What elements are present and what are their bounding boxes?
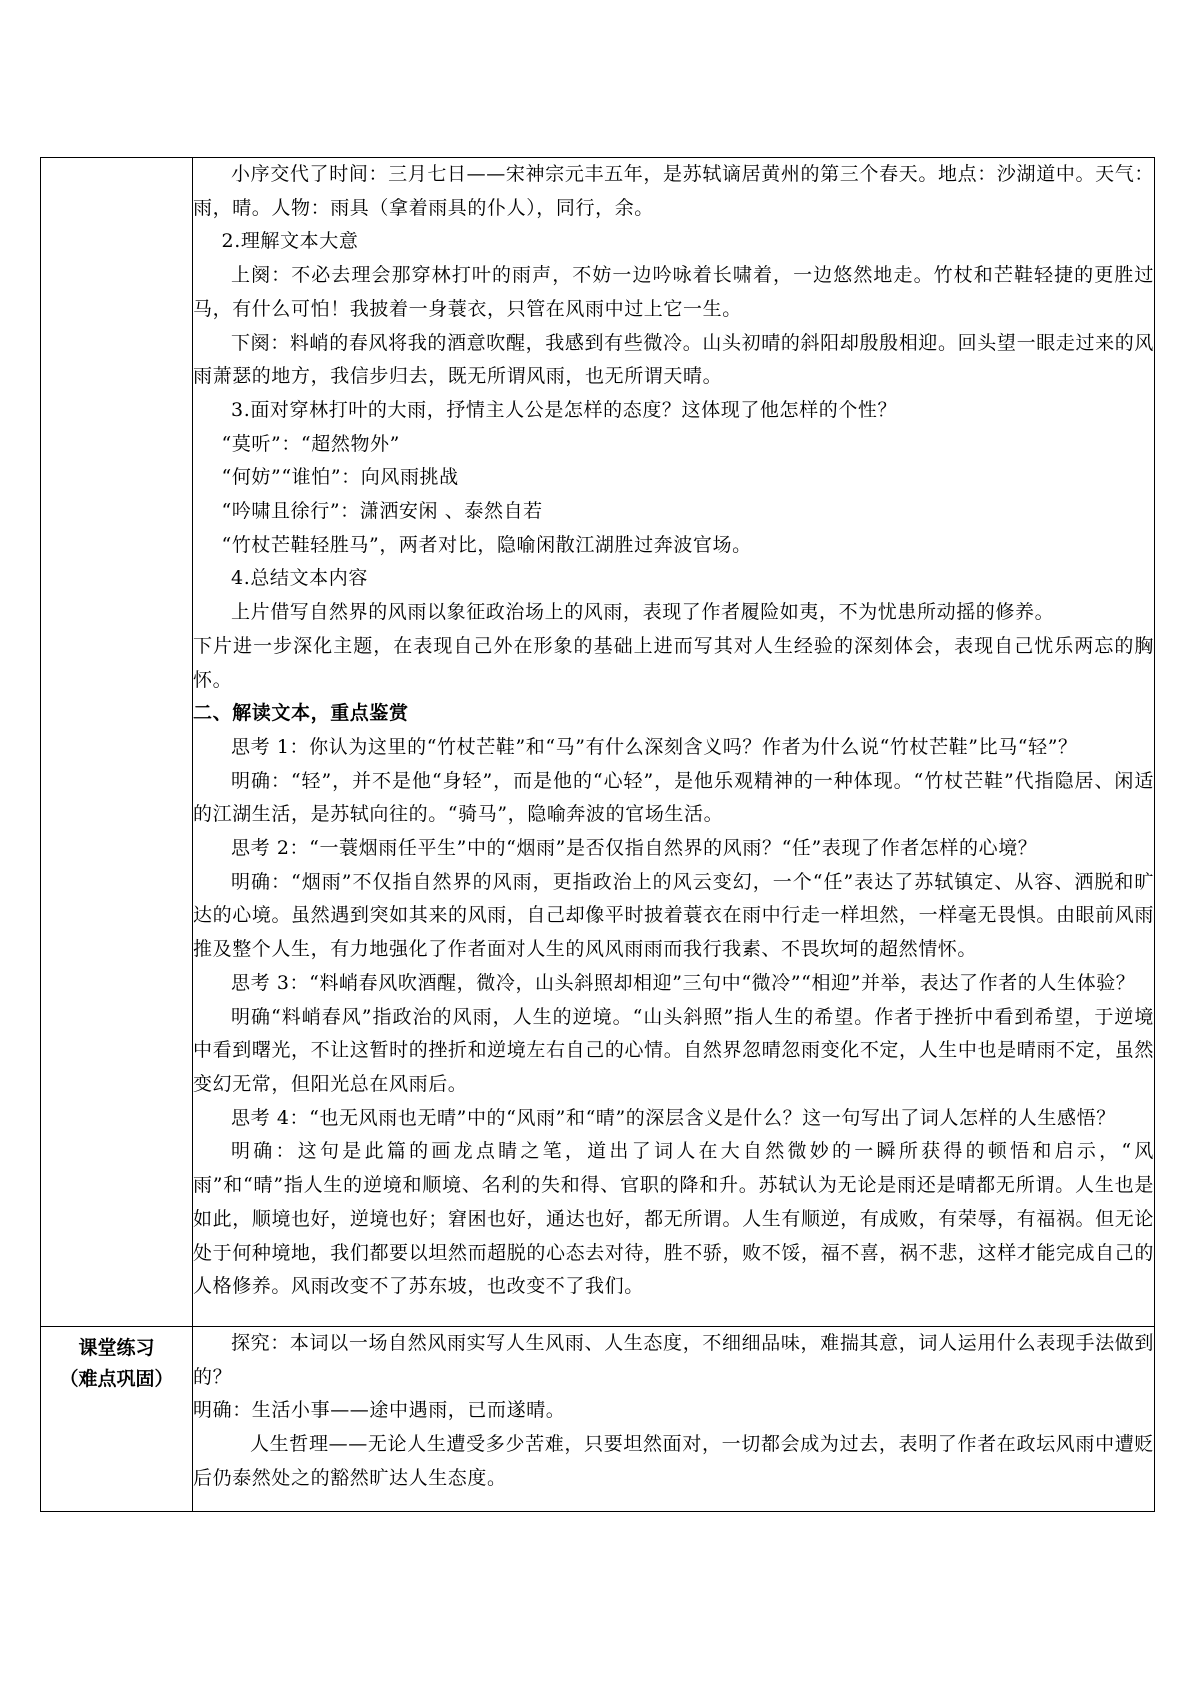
lower-stanza-paragraph: 下阕：料峭的春风将我的酒意吹醒，我感到有些微冷。山头初晴的斜阳却殷殷相迎。回头望一眼走过来的风雨萧瑟的地方，我信步归去，既无所谓风雨，也无所谓天晴。 (193, 331, 1154, 388)
lesson-plan-table (40, 157, 1155, 1512)
practice-label-line1: 课堂练习 (78, 1337, 155, 1359)
answer-4: 明确：这句是此篇的画龙点睛之笔，道出了词人在大自然微妙的一瞬所获得的顿悟和启示，“风雨”和“晴”指人生的逆境和顺境、名利的失和得、官职的降和升。苏轼认为无论是雨还是晴都无所谓。人生也是如此，顺境也好，逆境也好；窘困也好，通达也好，都无所谓。人生有顺逆，有成败，有荣辱，有福祸。但无论处于何种境地，我们都要以坦然而超脱的心态去对待，胜不骄，败不馁，福不喜，祸不悲，这样才能完成自己的人格修养。风雨改变不了苏东坡，也改变不了我们。 (193, 1140, 1154, 1298)
practice-answer: 明确：生活小事——途中遇雨，已而遂晴。 (193, 1399, 566, 1422)
subheading-summary: 4.总结文本内容 (231, 567, 368, 590)
practice-philosophy: 人生哲理——无论人生遭受多少苦难，只要坦然面对，一切都会成为过去，表明了作者在政坛风雨中遭贬后仍泰然处之的豁然旷达人生态度。 (193, 1433, 1154, 1489)
empty-label-cell (41, 158, 193, 1327)
practice-content-cell (193, 1327, 1155, 1512)
question-attitude: 3.面对穿林打叶的大雨，抒情主人公是怎样的态度？这体现了他怎样的个性？ (231, 398, 898, 421)
practice-content (193, 1327, 1154, 1496)
point-mo-ting: “莫听”：“超然物外” (221, 432, 400, 455)
question-4: 思考 4：“也无风雨也无晴”中的“风雨”和“晴”的深层含义是什么？这一句写出了词人怎样的人生感悟？ (231, 1106, 1116, 1129)
summary-upper: 上片借写自然界的风雨以象征政治场上的风雨，表现了作者履险如夷，不为忧患所动摇的修养。 (231, 601, 1055, 624)
table-row (41, 158, 1155, 1327)
practice-label-cell (41, 1327, 193, 1512)
point-zhu-zhang: “竹杖芒鞋轻胜马”，两者对比，隐喻闲散江湖胜过奔波官场。 (221, 533, 752, 556)
subheading-understand-text: 2.理解文本大意 (221, 230, 359, 253)
point-yin-xiao: “吟啸且徐行”：潇洒安闲 、泰然自若 (221, 500, 543, 523)
question-3: 思考 3：“料峭春风吹酒醒，微冷，山头斜照却相迎”三句中“微冷”“相迎”并举，表达了作者的人生体验？ (231, 971, 1136, 994)
practice-label-line2: （难点巩固） (59, 1368, 174, 1390)
answer-2: 明确：“烟雨”不仅指自然界的风雨，更指政治上的风云变幻，一个“任”表达了苏轼镇定、从容、洒脱和旷达的心境。虽然遇到突如其来的风雨，自己却像平时披着蓑衣在雨中行走一样坦然，一样毫无畏惧。由眼前风雨推及整个人生，有力地强化了作者面对人生的风风雨雨而我行我素、不畏坎坷的超然情怀。 (193, 870, 1154, 961)
summary-lower: 下片进一步深化主题，在表现自己外在形象的基础上进而写其对人生经验的深刻体会，表现自己忧乐两忘的胸怀。 (193, 634, 1154, 691)
question-2: 思考 2：“一蓑烟雨任平生”中的“烟雨”是否仅指自然界的风雨？“任”表现了作者怎样的心境？ (231, 837, 1038, 860)
question-1: 思考 1：你认为这里的“竹杖芒鞋”和“马”有什么深刻含义吗？作者为什么说“竹杖芒鞋”比马“轻”？ (231, 735, 1078, 758)
section-heading: 二、解读文本，重点鉴赏 (193, 702, 409, 725)
practice-question: 探究：本词以一场自然风雨实写人生风雨、人生态度，不细细品味，难揣其意，词人运用什么表现手法做到的？ (193, 1332, 1154, 1388)
upper-stanza-paragraph: 上阕：不必去理会那穿林打叶的雨声，不妨一边吟咏着长啸着，一边悠然地走。竹杖和芒鞋轻捷的更胜过马，有什么可怕！我披着一身蓑衣，只管在风雨中过上它一生。 (193, 264, 1154, 320)
preface-paragraph: 小序交代了时间：三月七日——宋神宗元丰五年，是苏轼谪居黄州的第三个春天。地点：沙湖道中。天气：雨，晴。人物：雨具（拿着雨具的仆人），同行，余。 (193, 163, 1154, 219)
answer-3: 明确“料峭春风”指政治的风雨，人生的逆境。“山头斜照”指人生的希望。作者于挫折中看到希望，于逆境中看到曙光，不让这暂时的挫折和逆境左右自己的心情。自然界忽晴忽雨变化不定，人生中也是晴雨不定，虽然变幻无常，但阳光总在风雨后。 (193, 1005, 1154, 1095)
answer-1: 明确：“轻”，并不是他“身轻”，而是他的“心轻”，是他乐观精神的一种体现。“竹杖芒鞋”代指隐居、闲适的江湖生活，是苏轼向往的。“骑马”，隐喻奔波的官场生活。 (193, 769, 1154, 826)
main-content (193, 158, 1154, 1304)
main-content-cell (193, 158, 1155, 1327)
table-row (41, 1327, 1155, 1512)
point-he-fang: “何妨”“谁怕”：向风雨挑战 (221, 466, 459, 489)
practice-label (41, 1327, 192, 1395)
